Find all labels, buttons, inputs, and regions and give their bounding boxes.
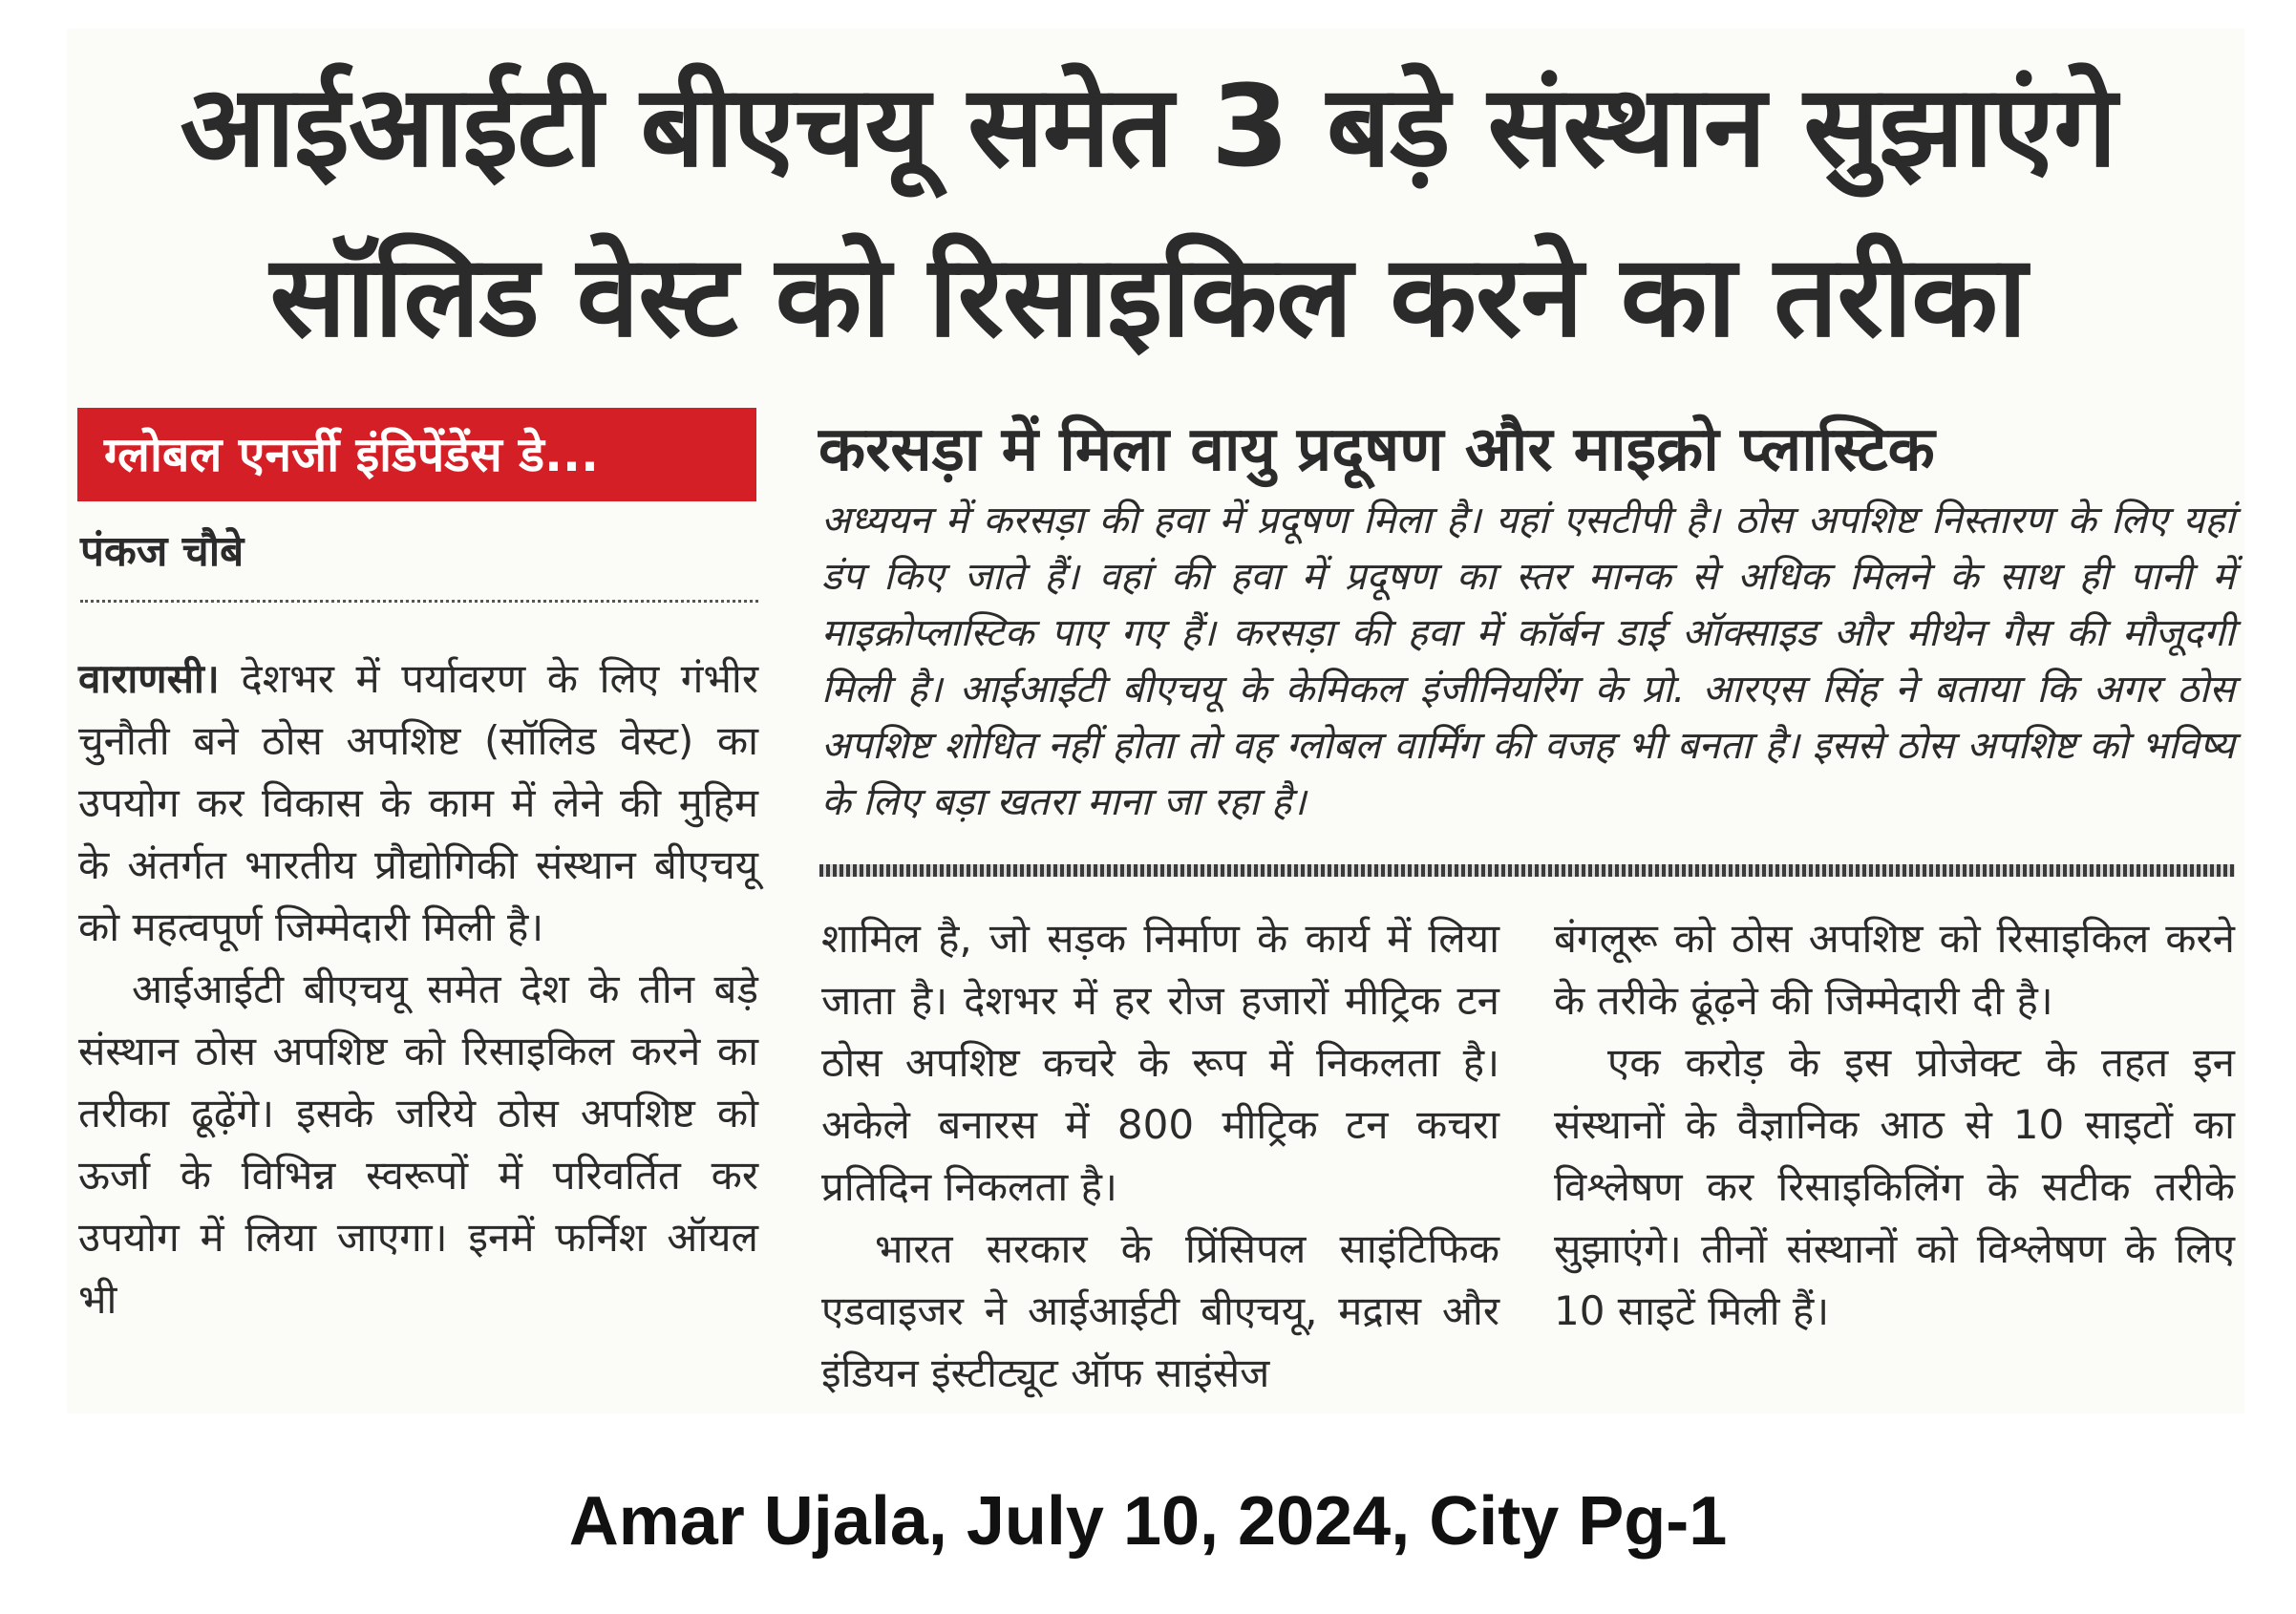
byline: पंकज चौबे — [80, 527, 244, 576]
section-tag: ग्लोबल एनर्जी इंडिपेंडेंस डे... — [77, 408, 756, 501]
middle-column — [821, 907, 1499, 1404]
headline-line-2: सॉलिड वेस्ट को रिसाइकिल करने का तरीका — [269, 230, 2027, 362]
left-column — [78, 648, 758, 1330]
article-paragraph: आईआईटी बीएचयू समेत देश के तीन बड़े संस्थान ठोस अपशिष्ट को रिसाइकिल करने का तरीका ढूढ़ेंगे। इसके जरिये ठोस अपशिष्ट को ऊर्जा के विभिन्न स्वरूपों में परिवर्तित कर उपयोग में लिया जाएगा। इनमें फर्निश ऑयल भी — [78, 966, 758, 1323]
right-column — [1554, 907, 2235, 1342]
box-subhead: करसड़ा में मिला वायु प्रदूषण और माइक्रो प्लास्टिक — [818, 414, 1935, 485]
article-paragraph: बंगलूरू को ठोस अपशिष्ट को रिसाइकिल करने के तरीके ढूंढ़ने की जिम्मेदारी दी है। — [1554, 915, 2235, 1024]
source-caption: Amar Ujala, July 10, 2024, City Pg-1 — [568, 1483, 1728, 1560]
article-paragraph — [78, 648, 758, 958]
dateline: वाराणसी। — [78, 655, 220, 702]
byline-divider — [80, 600, 758, 603]
article-paragraph: शामिल है, जो सड़क निर्माण के कार्य में लिया जाता है। देशभर में हर रोज हजारों मीट्रिक टन ठोस अपशिष्ट कचरे के रूप में निकलता है। अकेले बनारस में 800 मीट्रिक टन कचरा प्रतिदिन निकलता है। — [821, 915, 1499, 1210]
headline-line-1: आईआईटी बीएचयू समेत 3 बड़े संस्थान सुझाएंगे — [180, 60, 2116, 192]
box-text: अध्ययन में करसड़ा की हवा में प्रदूषण मिला है। यहां एसटीपी है। ठोस अपशिष्ट निस्तारण के लिए यहां डंप किए जाते हैं। वहां की हवा में प्रदूषण का स्तर मानक से अधिक मिलने के साथ ही पानी में माइक्रोप्लास्टिक पाए गए हैं। करसड़ा की हवा में कॉर्बन डाई ऑक्साइड और मीथेन गैस की मौजूदगी मिली है। आईआईटी बीएचयू के केमिकल इंजीनियरिंग के प्रो. आरएस सिंह ने बताया कि अगर ठोस अपशिष्ट शोधित नहीं होता तो वह ग्लोबल वार्मिंग की वजह भी बनता है। इससे ठोस अपशिष्ट को भविष्य के लिए बड़ा खतरा माना जा रहा है। — [821, 499, 2235, 824]
article-paragraph: एक करोड़ के इस प्रोजेक्ट के तहत इन संस्थानों के वैज्ञानिक आठ से 10 साइटों का विश्लेषण कर रिसाइकिलिंग के सटीक तरीके सुझाएंगे। तीनों संस्थानों को विश्लेषण के लिए 10 साइटें मिली हैं। — [1554, 1039, 2235, 1334]
section-divider — [819, 864, 2235, 877]
paragraph-text: देशभर में पर्यावरण के लिए गंभीर चुनौती बने ठोस अपशिष्ट (सॉलिड वेस्ट) का उपयोग कर विकास के काम में लेने की मुहिम के अंतर्गत भारतीय प्रौद्योगिकी संस्थान बीएचयू को महत्वपूर्ण जिम्मेदारी मिली है। — [78, 655, 758, 950]
article-paragraph: भारत सरकार के प्रिंसिपल साइंटिफिक एडवाइजर ने आईआईटी बीएचयू, मद्रास और इंडियन इंस्टीट्यूट ऑफ साइंसेज — [821, 1225, 1499, 1396]
